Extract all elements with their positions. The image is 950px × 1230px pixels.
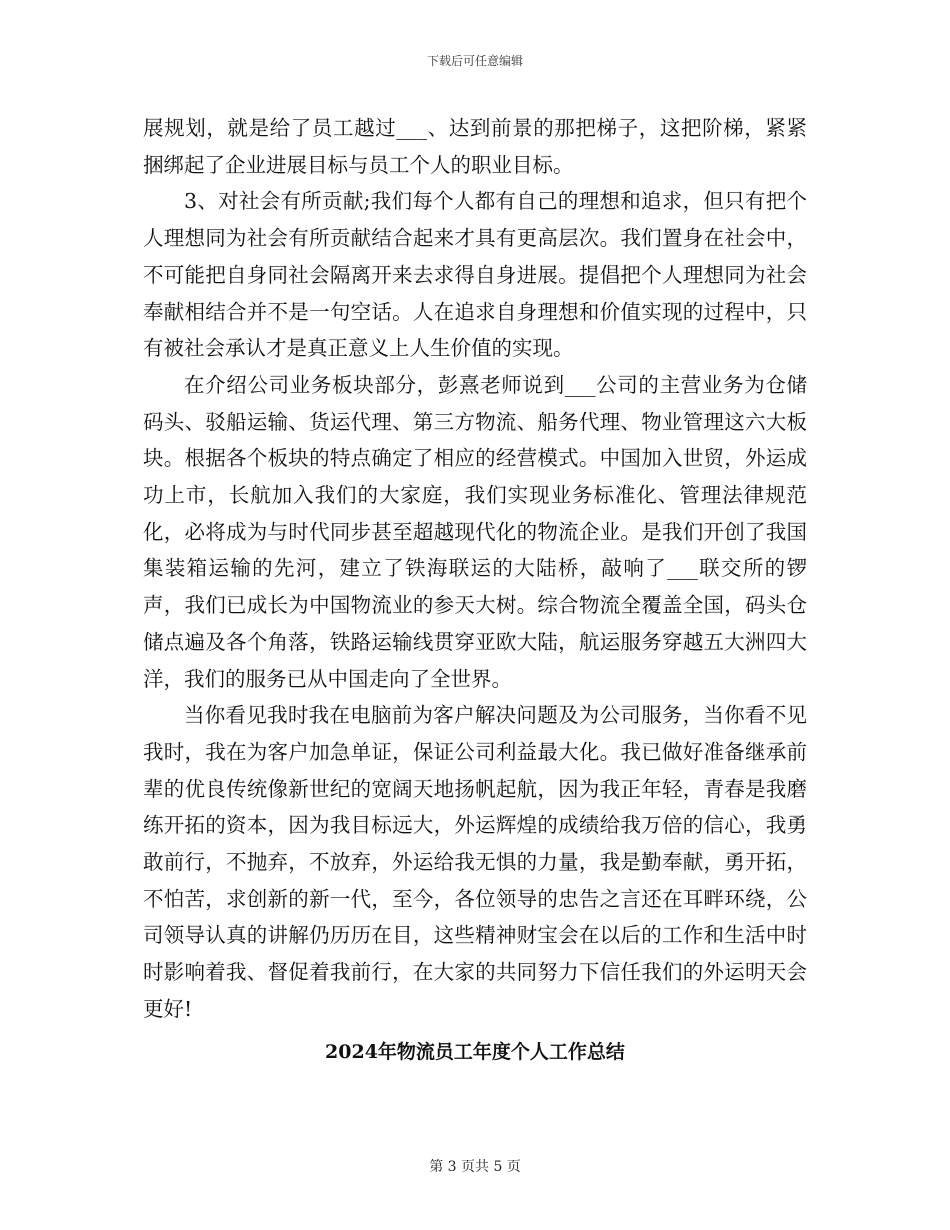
paragraph-business-segments: 在介绍公司业务板块部分，彭熹老师说到___公司的主营业务为仓储码头、驳船运输、货运代理、第三方物流、船务代理、物业管理这六大板块。根据各个板块的特点确定了相应的经营模式。中国加入世贸，外运成功上市，长航加入我们的大家庭，我们实现业务标准化、管理法律规范化，必将成为与时代同步甚至超越现代化的物流企业。是我们开创了我国集装箱运输的先河，建立了铁海联运的大陆桥，敲响了___联交所的锣声，我们已成长为中国物流业的参天大树。综合物流全覆盖全国，码头仓储点遍及各个角落，铁路运输线贯穿亚欧大陆，航运服务穿越五大洲四大洋，我们的服务已从中国走向了全世界。 [143,372,807,691]
page-header: 下载后可任意编辑 [426,54,523,68]
document-body [143,110,807,1028]
paragraph-social-contribution: 3、对社会有所贡献;我们每个人都有自己的理想和追求，但只有把个人理想同为社会有所贡献结合起来才具有更高层次。我们置身在社会中，不可能把自身同社会隔离开来去求得自身进展。提倡把个人理想同为社会奉献相结合并不是一句空话。人在追求自身理想和价值实现的过程中，只有被社会承认才是真正意义上人生价值的实现。 [143,189,807,361]
section-title: 2024年物流员工年度个人工作总结 [325,1041,625,1063]
page-footer: 第 3 页共 5 页 [429,1159,521,1175]
paragraph-continuation: 展规划，就是给了员工越过___、达到前景的那把梯子，这把阶梯，紧紧捆绑起了企业进展目标与员工个人的职业目标。 [143,116,807,177]
paragraph-personal-commitment: 当你看见我时我在电脑前为客户解决问题及为公司服务，当你看不见我时，我在为客户加急单证，保证公司利益最大化。我已做好准备继承前辈的优良传统像新世纪的宽阔天地扬帆起航，因为我正年轻，青春是我磨练开拓的资本，因为我目标远大，外运辉煌的成绩给我万倍的信心，我勇敢前行，不抛弃，不放弃，外运给我无惧的力量，我是勤奉献，勇开拓，不怕苦，求创新的新一代，至今，各位领导的忠告之言还在耳畔环绕，公司领导认真的讲解仍历历在目，这些精神财宝会在以后的工作和生活中时时影响着我、督促着我前行，在大家的共同努力下信任我们的外运明天会更好! [143,703,807,1021]
